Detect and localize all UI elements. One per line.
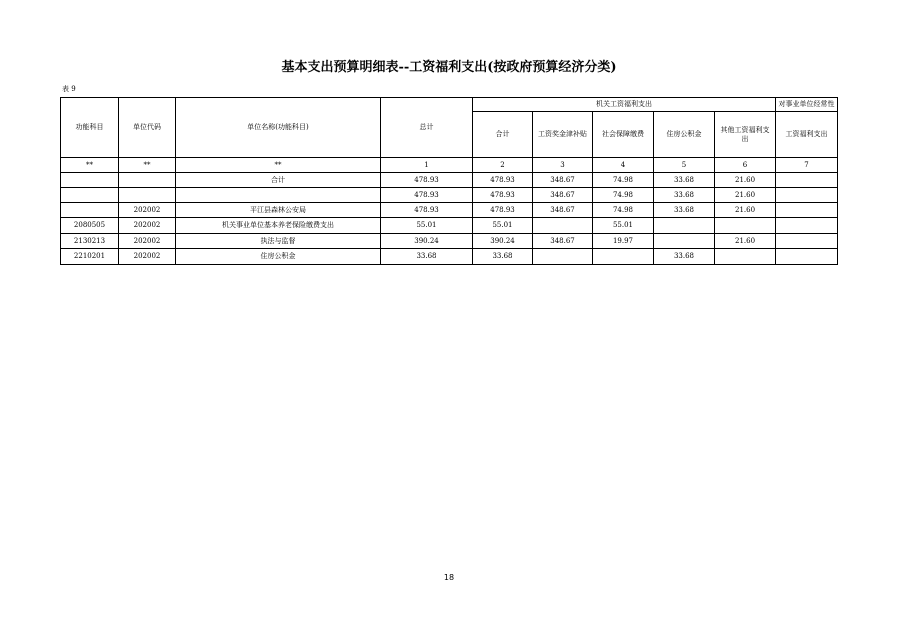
budget-table — [60, 97, 838, 265]
table-row — [61, 249, 838, 265]
header-total: 总计 — [381, 98, 473, 158]
cell-social-security: 4 — [593, 158, 654, 173]
cell-housing-fund — [654, 218, 715, 234]
index-row — [61, 158, 838, 173]
cell-housing-fund: 33.68 — [654, 188, 715, 203]
cell-public-inst-wages — [776, 218, 838, 234]
cell-unit-name — [176, 188, 381, 203]
cell-unit-name: 住房公积金 — [176, 249, 381, 265]
cell-unit-name: 合计 — [176, 173, 381, 188]
cell-social-security: 55.01 — [593, 218, 654, 234]
cell-total: 1 — [381, 158, 473, 173]
cell-housing-fund: 33.68 — [654, 203, 715, 218]
cell-total: 478.93 — [381, 203, 473, 218]
cell-public-inst-wages — [776, 173, 838, 188]
header-other-wages: 其他工资福利支出 — [715, 112, 776, 158]
cell-other-wages — [715, 249, 776, 265]
cell-other-wages: 21.60 — [715, 173, 776, 188]
cell-housing-fund: 33.68 — [654, 249, 715, 265]
cell-unit-code — [119, 188, 176, 203]
cell-wages-bonuses: 348.67 — [533, 173, 593, 188]
cell-subtotal: 55.01 — [473, 218, 533, 234]
table-row — [61, 188, 838, 203]
cell-public-inst-wages — [776, 234, 838, 249]
cell-housing-fund: 5 — [654, 158, 715, 173]
cell-social-security: 19.97 — [593, 234, 654, 249]
cell-function-subject — [61, 173, 119, 188]
header-group-public-inst: 对事业单位经常性 — [776, 98, 838, 112]
cell-housing-fund — [654, 234, 715, 249]
cell-other-wages: 21.60 — [715, 234, 776, 249]
cell-function-subject: 2210201 — [61, 249, 119, 265]
page-title: 基本支出预算明细表--工资福利支出(按政府预算经济分类) — [281, 60, 617, 75]
cell-function-subject: ** — [61, 158, 119, 173]
cell-subtotal: 390.24 — [473, 234, 533, 249]
cell-total: 33.68 — [381, 249, 473, 265]
cell-wages-bonuses: 3 — [533, 158, 593, 173]
cell-function-subject — [61, 188, 119, 203]
cell-unit-code: 202002 — [119, 234, 176, 249]
cell-public-inst-wages — [776, 188, 838, 203]
cell-other-wages: 21.60 — [715, 188, 776, 203]
header-row-groups — [61, 98, 838, 112]
table-row — [61, 173, 838, 188]
cell-social-security — [593, 249, 654, 265]
cell-housing-fund: 33.68 — [654, 173, 715, 188]
cell-other-wages — [715, 218, 776, 234]
cell-subtotal: 33.68 — [473, 249, 533, 265]
cell-social-security: 74.98 — [593, 188, 654, 203]
cell-unit-code: 202002 — [119, 249, 176, 265]
header-housing-fund: 住房公积金 — [654, 112, 715, 158]
page-number: 18 — [443, 573, 455, 582]
cell-subtotal: 478.93 — [473, 188, 533, 203]
cell-subtotal: 478.93 — [473, 203, 533, 218]
cell-other-wages: 21.60 — [715, 203, 776, 218]
table-row — [61, 234, 838, 249]
cell-wages-bonuses: 348.67 — [533, 234, 593, 249]
cell-unit-code: ** — [119, 158, 176, 173]
cell-wages-bonuses — [533, 218, 593, 234]
table-row — [61, 203, 838, 218]
header-unit-name: 单位名称(功能科目) — [176, 98, 381, 158]
cell-total: 390.24 — [381, 234, 473, 249]
cell-unit-name: ** — [176, 158, 381, 173]
header-public-inst-wages: 工资福利支出 — [776, 112, 838, 158]
header-unit-code: 单位代码 — [119, 98, 176, 158]
cell-subtotal: 2 — [473, 158, 533, 173]
cell-social-security: 74.98 — [593, 203, 654, 218]
header-wages-bonuses: 工资奖金津补贴 — [533, 112, 593, 158]
cell-other-wages: 6 — [715, 158, 776, 173]
cell-unit-code: 202002 — [119, 203, 176, 218]
cell-unit-name: 执法与监督 — [176, 234, 381, 249]
cell-social-security: 74.98 — [593, 173, 654, 188]
cell-subtotal: 478.93 — [473, 173, 533, 188]
header-function-subject: 功能科目 — [61, 98, 119, 158]
table-row — [61, 218, 838, 234]
header-subtotal: 合计 — [473, 112, 533, 158]
cell-total: 478.93 — [381, 188, 473, 203]
cell-unit-code — [119, 173, 176, 188]
cell-public-inst-wages: 7 — [776, 158, 838, 173]
header-social-security: 社会保障缴费 — [593, 112, 654, 158]
cell-unit-name: 平江县森林公安局 — [176, 203, 381, 218]
cell-total: 55.01 — [381, 218, 473, 234]
cell-function-subject: 2130213 — [61, 234, 119, 249]
cell-total: 478.93 — [381, 173, 473, 188]
table-label: 表 9 — [62, 85, 76, 93]
cell-function-subject — [61, 203, 119, 218]
cell-wages-bonuses: 348.67 — [533, 203, 593, 218]
header-group-org-wages: 机关工资福利支出 — [473, 98, 776, 112]
cell-function-subject: 2080505 — [61, 218, 119, 234]
cell-unit-code: 202002 — [119, 218, 176, 234]
cell-public-inst-wages — [776, 203, 838, 218]
cell-public-inst-wages — [776, 249, 838, 265]
cell-wages-bonuses — [533, 249, 593, 265]
cell-unit-name: 机关事业单位基本养老保险缴费支出 — [176, 218, 381, 234]
cell-wages-bonuses: 348.67 — [533, 188, 593, 203]
